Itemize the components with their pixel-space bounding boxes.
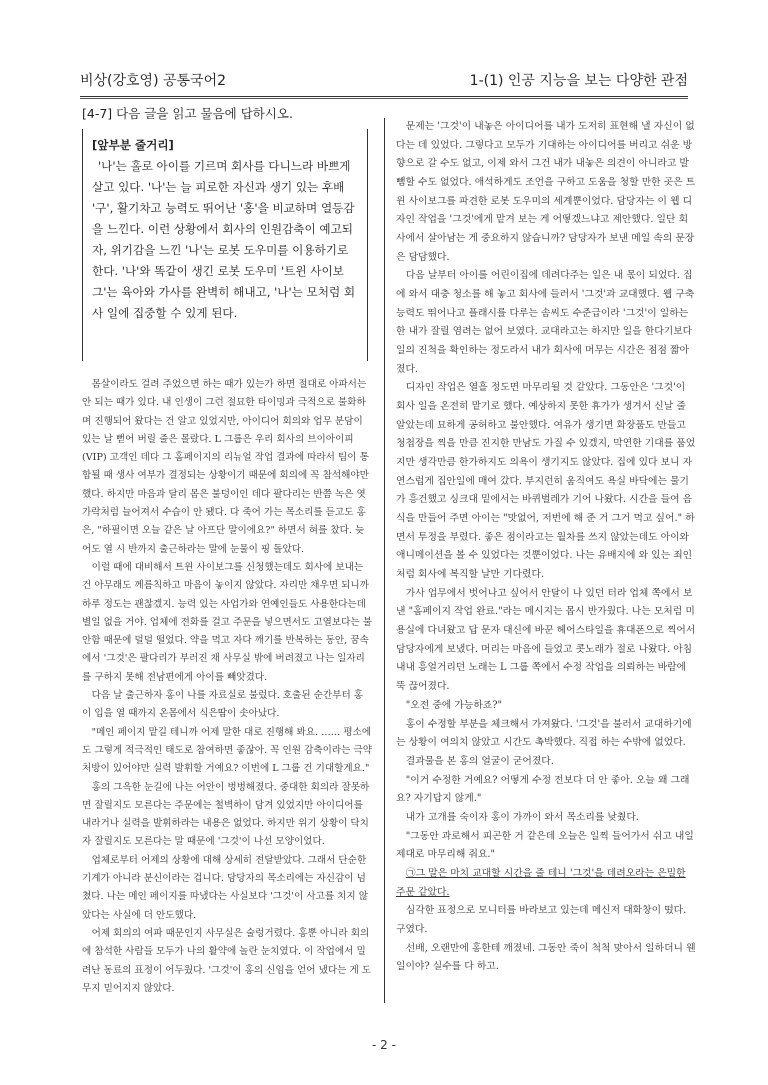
paragraph: 홍이 수정할 부분을 체크해서 가져왔다. '그것'을 불러서 교대하기에는 상황이 여의치 않았고 시간도 촉박했다. 직접 하는 수밖에 없었다.: [396, 718, 692, 749]
paragraph: "그동안 과로해서 피곤한 거 같은데 오늘은 일찍 들어가서 쉬고 내일 제대로 마무리해 줘요.": [396, 830, 694, 861]
summary-title: [앞부분 줄거리]: [92, 138, 174, 152]
column-divider: [384, 118, 385, 1003]
paragraph: 이럴 때에 대비해서 트윈 사이보그를 신청했는데도 회사에 보내는 건 아무래도 께름칙하고 마음이 놓이지 않았다. 자리만 채우면 되니까 하루 정도는 괜찮겠지. 능력 있는 사업가와 연예인들도 사용한다는데 별일 없을 거야. 업체에 전화를 걸고 주문을 넣으면서도 고열보다는 불안함 때문에 덜덜 떨었다. 약을 먹고 자다 깨기를 반복하는 동안, 꿈속에서 '그것'은 팔다리가 부러진 채 사무실 밖에 버려졌고 나는 일자리를 구하지 못해 전남편에게 아이를 빼앗겼다.: [82, 561, 372, 683]
right-column: [396, 118, 696, 977]
paragraph: 다음 날 출근하자 홍이 나를 자료실로 불렀다. 호출된 순간부터 홍이 입을 열 때까지 온몸에서 식은땀이 솟아났다.: [82, 690, 364, 720]
paragraph: 업체로부터 어제의 상황에 대해 상세히 전달받았다. 그래서 단순한 기계가 아니라 분신이라는 겁니다. 담당자의 목소리에는 자신감이 넘쳤다. 나는 메인 페이지를 따냈다는 사실보다 '그것'이 사고를 치지 않았다는 사실에 더 안도했다.: [82, 854, 368, 921]
header-rule: [80, 96, 688, 97]
paragraph: 다음 날부터 아이를 어린이집에 데려다주는 일은 내 몫이 되었다. 집에 와서 대충 청소를 해 놓고 회사에 들러서 '그것'과 교대했다. 웹 구축 능력도 뛰어나고 플래시를 다루는 솜씨도 수준급이라 '그것'이 일하는 한 내가 잘릴 염려는 없어 보였다. 교대라고는 하지만 일을 한다기보다 일의 진척을 확인하는 정도라서 내가 회사에 머무는 시간은 점점 짧아졌다.: [396, 270, 695, 375]
paragraph: 심각한 표정으로 모니터를 바라보고 있는데 메신저 대화창이 떴다. 구였다.: [396, 905, 687, 935]
page-header: [80, 70, 688, 92]
paragraph: 내가 고개를 숙이자 홍이 가까이 와서 목소리를 낮췄다.: [405, 811, 639, 823]
underlined-sentence: ㉠그 말은 마치 교대할 시간을 줄 테니 '그것'을 데려오라는 은밀한 주문 같았다.: [396, 867, 686, 898]
paragraph: 문제는 '그것'이 내놓은 아이디어를 내가 도저히 표현해 낼 자신이 없다는 데 있었다. 그렇다고 모두가 기대하는 아이디어를 버리고 쉬운 방향으로 갈 수도 없고, 이제 와서 그건 내가 내놓은 의견이 아니라고 발뺌할 수도 없었다. 애석하게도 조언을 구하고 도움을 청할 만한 곳은 트윈 사이보그를 파견한 로봇 도우미의 세계뿐이었다. 담당자는 이 웹 디자인 작업을 '그것'에게 맡겨 보는 게 어떻겠느냐고 제안했다. 일단 회사에서 살아남는 게 중요하지 않습니까? 담당자가 보낸 메일 속의 문장은 담담했다.: [396, 121, 696, 263]
paragraph: 결과물을 본 홍의 얼굴이 굳어졌다.: [405, 755, 554, 767]
unit-title: 1-(1) 인공 지능을 보는 다양한 관점: [469, 73, 688, 89]
header-rule-thin: [80, 98, 688, 99]
paragraph: 선배, 오랜만에 홍한테 깨졌네. 그동안 죽이 척척 맞아서 일하더니 웬일이야? 실수를 다 하고.: [396, 942, 696, 973]
paragraph: "오전 중에 가능하죠?": [405, 699, 503, 711]
paragraph: 홍의 그윽한 눈길에 나는 어안이 벙벙해졌다. 중대한 회의라 잘못하면 잘릴지도 모른다는 주문에는 철벽하이 담겨 있었지만 아이디어를 내라거나 실력을 발휘하라는 내용은 없었다. 하지만 위기 상황이 닥치자 잘릴지도 모른다는 말 때문에 '그것'이 나선 모양이었다.: [82, 781, 370, 848]
paragraph: 어제 회의의 여파 때문인지 사무실은 술렁거렸다. 홍뿐 아니라 회의에 참석한 사람들 모두가 나의 활약에 놀란 눈치였다. 이 작업에서 밀려난 동료의 표정이 어두웠다. '그것'이 홍의 신임을 얻어 냈다는 게 도무지 믿어지지 않았다.: [82, 927, 372, 994]
paragraph: 몸살이라도 걸려 주었으면 하는 때가 있는가 하면 절대로 아파서는 안 되는 때가 있다. 내 인생이 그런 절묘한 타이밍과 극적으로 불화하며 진행되어 왔다는 건 알고 있었지만, 아이디어 회의와 업무 분담이 있는 날 뻗어 버릴 줄은 몰랐다. L 그룹은 우리 회사의 브이아이피(VIP) 고객인 데다 그 홈페이지의 리뉴얼 작업 결과에 따라서 팀이 통합될 때 생사 여부가 결정되는 상황이기 때문에 회의에 꼭 참석해야만 했다. 하지만 마음과 달리 몸은 불덩이인 데다 팔다리는 반쯤 녹은 엿가락처럼 늘어져서 수습이 안 됐다. 다 죽어 가는 목소리를 듣고도 홍은, "하필이면 오늘 같은 날 아프단 말이에요?" 하면서 혀를 찼다. 늦어도 열 시 반까지 출근하라는 말에 눈물이 핑 돌았다.: [82, 379, 369, 555]
paragraph: 디자인 작업은 열흘 정도면 마무리될 것 같았다. 그동안은 '그것'이 회사 일을 온전히 맡기로 했다. 예상하지 못한 휴가가 생겨서 신날 줄 알았는데 묘하게 공허하고 불안했다. 여유가 생기면 화장품도 만들고 청첩장을 찍을 만큼 진지한 만남도 가질 수 있겠지, 막연한 기대를 품었지만 생각만큼 한가하지도 의욕이 생기지도 않았다. 집에 있다 보니 자연스럽게 집안일에 매여 갔다. 부지런히 움직여도 욕실 바닥에는 물기가 흥건했고 싱크대 밑에서는 바퀴벌레가 기어 나왔다. 시간을 들여 음식을 만들어 주면 아이는 "맛없어, 저번에 해 준 거 그거 먹고 싶어." 하면서 투정을 부렸다. 좋은 점이라고는 월차를 쓰지 않았는데도 아이와 애니메이션을 볼 수 있었다는 것뿐이었다. 나는 유배지에 와 있는 죄인처럼 회사에 복직할 날만 기다렸다.: [396, 382, 696, 581]
question-instruction: [4-7] 다음 글을 읽고 물음에 답하시오.: [82, 106, 293, 121]
page-number: - 2 -: [372, 1038, 396, 1052]
summary-text: '나'는 홀로 아이를 기르며 회사를 다니느라 바쁘게 살고 있다. '나'는 늘 피로한 자신과 생기 있는 후배 '구', 활기차고 능력도 뛰어난 '홍'을 비교하며 열등감을 느낀다. 이런 상황에서 회사의 인원감축이 예고되자, 위기감을 느낀 '나'는 로봇 도우미를 이용하기로 한다. '나'와 똑같이 생긴 로봇 도우미 '트윈 사이보그'는 육아와 가사를 완벽히 해내고, '나'는 모처럼 회사 일에 집중할 수 있게 된다.: [92, 159, 356, 320]
summary-box: [82, 129, 368, 361]
textbook-title: 비상(강호영) 공통국어2: [80, 73, 226, 89]
left-column: [82, 376, 372, 998]
paragraph: "메인 페이지 맡길 테니까 어제 말한 대로 진행해 봐요. …… 평소에도 그렇게 적극적인 태도로 참여하면 좋잖아. 꼭 인원 감축이라는 극약 처방이 있어야만 실력 발휘할 거예요? 이번에 L 그룹 건 기대할게요.": [82, 726, 372, 775]
paragraph: "이거 수정한 거예요? 어떻게 수정 전보다 더 안 좋아. 오늘 왜 그래요? 자기답지 않게.": [396, 774, 690, 805]
paragraph: 가사 업무에서 벗어나고 싶어서 안달이 나 있던 터라 업체 쪽에서 보낸 "홈페이지 작업 완료."라는 메시지는 몹시 반가웠다. 나는 모처럼 미용실에 다녀왔고 답 문자 대신에 바꾼 헤어스타일을 휴대폰으로 찍어서 담당자에게 보냈다. 머리는 마음에 들었고 콧노래가 절로 나왔다. 아침 내내 흥얼거리던 노래는 L 그룹 쪽에서 수정 작업을 의뢰하는 바람에 뚝 끊어졌다.: [396, 587, 696, 693]
